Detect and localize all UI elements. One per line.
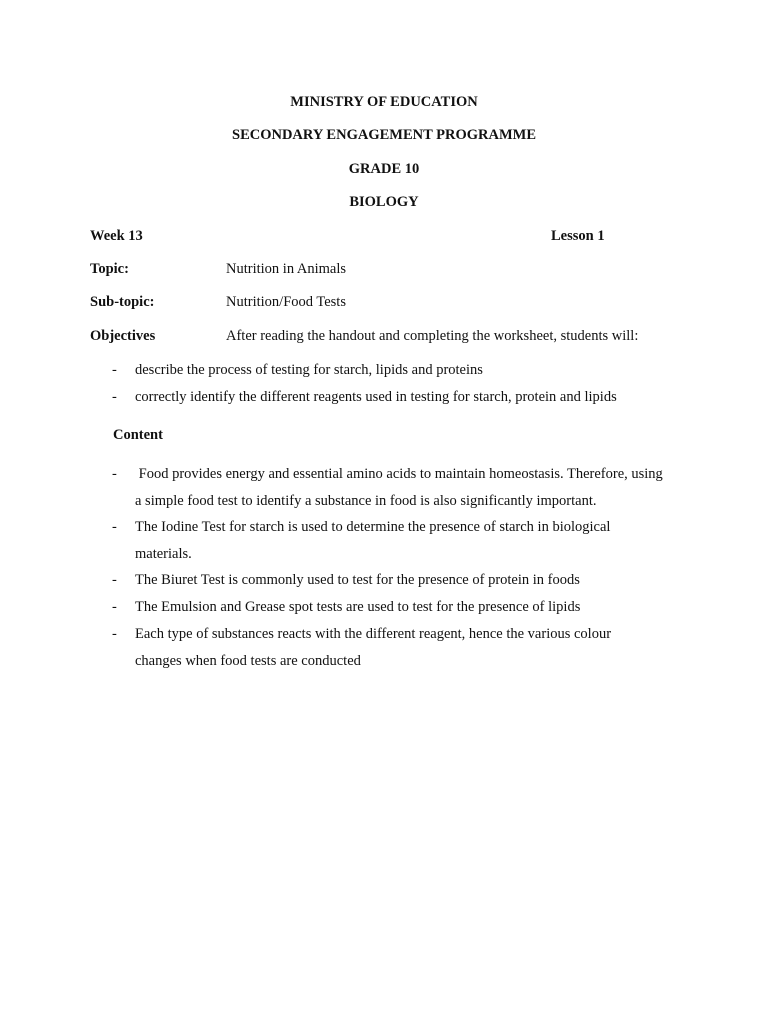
- subject-heading: BIOLOGY: [349, 194, 419, 210]
- content-item-line: materials.: [135, 546, 192, 562]
- content-item-line: The Iodine Test for starch is used to determine the presence of starch in biological: [135, 519, 611, 535]
- week-label: Week 13: [90, 228, 143, 244]
- topic-label: Topic:: [90, 261, 129, 277]
- content-dash: -: [112, 572, 117, 588]
- lesson-label: Lesson 1: [551, 228, 605, 244]
- subtopic-value: Nutrition/Food Tests: [226, 294, 346, 310]
- content-item-line: The Biuret Test is commonly used to test for the presence of protein in foods: [135, 572, 580, 588]
- content-dash: -: [112, 626, 117, 642]
- objectives-intro: After reading the handout and completing the worksheet, students will:: [226, 328, 639, 344]
- subtopic-label: Sub-topic:: [90, 294, 155, 310]
- content-item-line: The Emulsion and Grease spot tests are used to test for the presence of lipids: [135, 599, 581, 615]
- content-item-line: a simple food test to identify a substance in food is also significantly important.: [135, 493, 597, 509]
- topic-value: Nutrition in Animals: [226, 261, 347, 277]
- objective-dash: -: [112, 389, 117, 405]
- content-dash: -: [112, 466, 117, 482]
- objective-item: describe the process of testing for starch, lipids and proteins: [135, 362, 483, 378]
- content-item-line: Each type of substances reacts with the different reagent, hence the various colour: [135, 626, 612, 642]
- content-dash: -: [112, 519, 117, 535]
- content-heading: Content: [113, 427, 163, 443]
- grade-heading: GRADE 10: [348, 161, 420, 177]
- objectives-label: Objectives: [90, 328, 156, 344]
- content-dash: -: [112, 599, 117, 615]
- content-item-line: changes when food tests are conducted: [135, 653, 361, 669]
- objective-dash: -: [112, 362, 117, 378]
- programme-heading: SECONDARY ENGAGEMENT PROGRAMME: [232, 127, 536, 143]
- ministry-heading: MINISTRY OF EDUCATION: [290, 94, 478, 110]
- objective-item: correctly identify the different reagents used in testing for starch, protein and lipids: [135, 389, 617, 405]
- content-item-line: Food provides energy and essential amino acids to maintain homeostasis. Therefore, using: [135, 466, 663, 482]
